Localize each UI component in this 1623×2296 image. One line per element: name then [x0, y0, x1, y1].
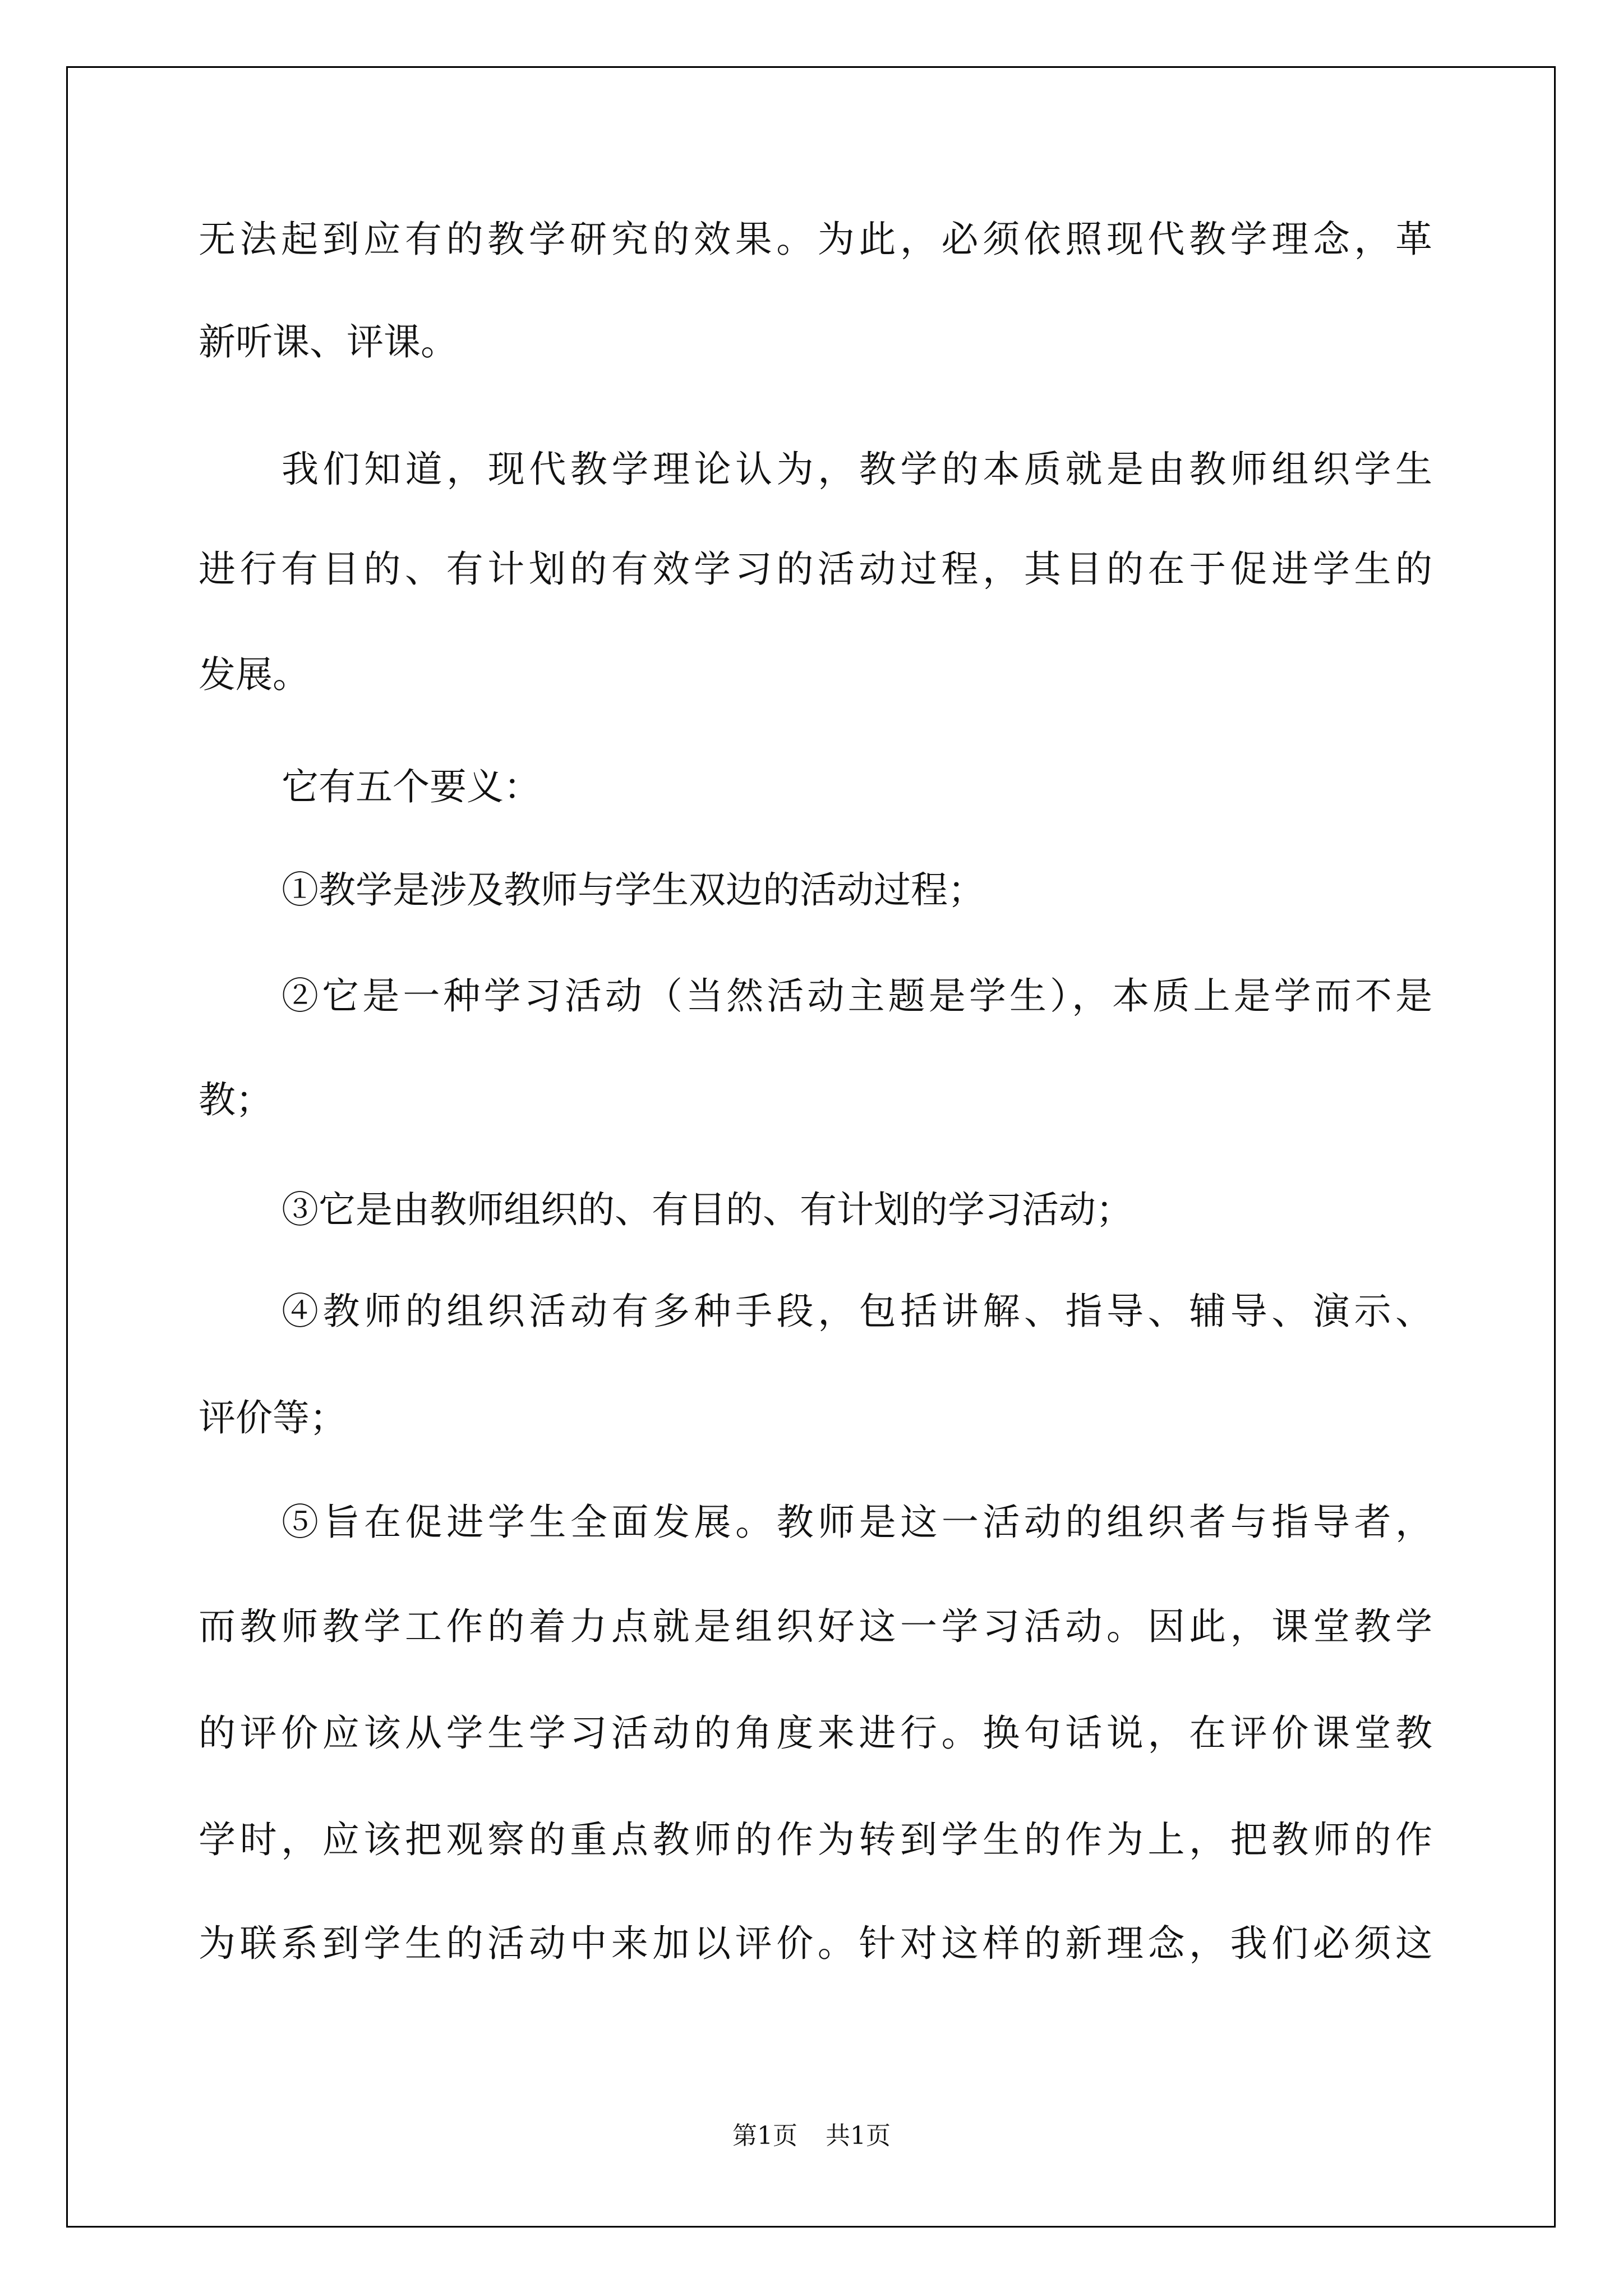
text-line: 我们知道，现代教学理论认为，教学的本质就是由教师组织学生 — [282, 448, 1432, 491]
text-line: ②它是一种学习活动（当然活动主题是学生），本质上是学而不是 — [282, 974, 1432, 1018]
text-line: 评价等； — [199, 1396, 347, 1439]
text-line: ⑤旨在促进学生全面发展。教师是这一活动的组织者与指导者， — [282, 1501, 1432, 1544]
page-border — [66, 66, 1556, 2228]
text-line: ④教师的组织活动有多种手段，包括讲解、指导、辅导、演示、 — [282, 1290, 1432, 1333]
text-line: 发展。 — [199, 653, 310, 696]
page-count: 共1页 — [826, 2122, 891, 2150]
text-line: ③它是由教师组织的、有目的、有计划的学习活动； — [282, 1188, 1133, 1231]
page-footer — [0, 2119, 1623, 2153]
text-line: ①教学是涉及教师与学生双边的活动过程； — [282, 868, 985, 912]
page-number: 第1页 — [732, 2122, 797, 2150]
text-line: 无法起到应有的教学研究的效果。为此，必须依照现代教学理念，革 — [199, 218, 1432, 261]
text-line: 为联系到学生的活动中来加以评价。针对这样的新理念，我们必须这 — [199, 1922, 1432, 1965]
text-line: 进行有目的、有计划的有效学习的活动过程，其目的在于促进学生的 — [199, 547, 1432, 591]
text-line: 的评价应该从学生学习活动的角度来进行。换句话说，在评价课堂教 — [199, 1711, 1432, 1755]
text-line: 它有五个要义： — [282, 765, 541, 808]
text-line: 学时，应该把观察的重点教师的作为转到学生的作为上，把教师的作 — [199, 1818, 1432, 1861]
text-line: 而教师教学工作的着力点就是组织好这一学习活动。因此，课堂教学 — [199, 1605, 1432, 1648]
text-line: 教； — [199, 1078, 273, 1121]
text-line: 新听课、评课。 — [199, 320, 458, 364]
